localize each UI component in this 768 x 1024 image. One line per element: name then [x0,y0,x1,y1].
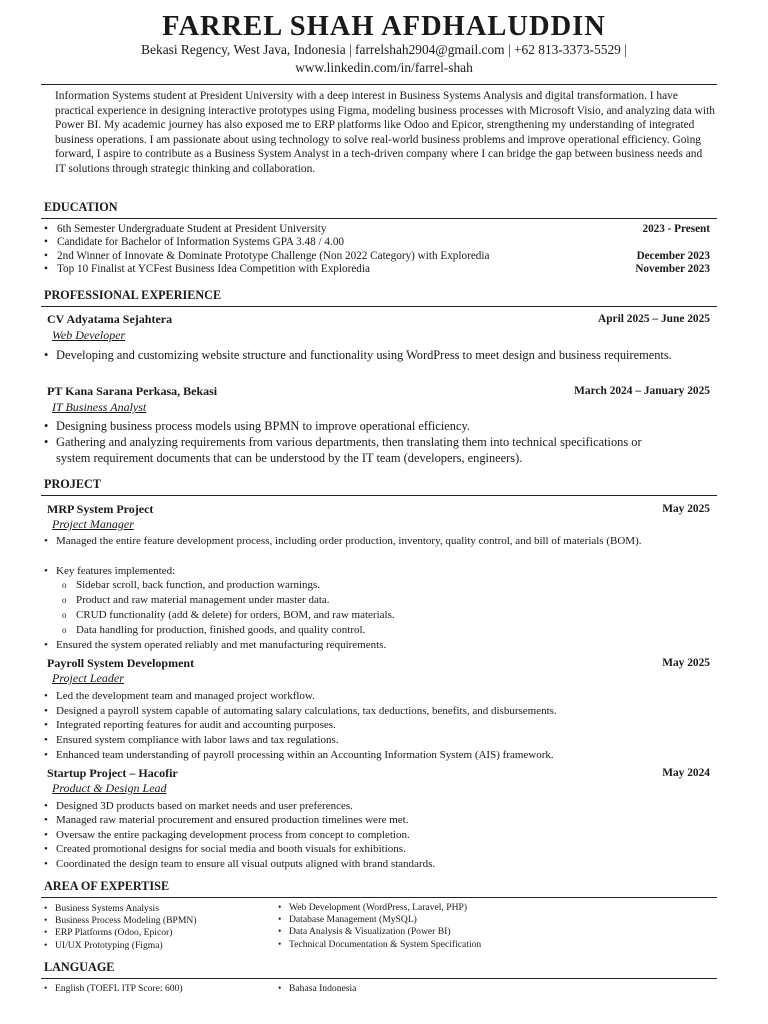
project-bullet [44,534,644,549]
language-divider [41,978,717,979]
language-column-left [44,983,183,995]
bullet: • [44,858,48,870]
education-date: December 2023 [636,250,710,262]
project-bullet-text: Ensured the system operated reliably and met manufacturing requirements. [56,639,387,651]
project-bullet-text: Designed a payroll system capable of automating salary calculations, tax deductions, benefits, and disbursements. [56,705,557,717]
bullet: • [44,705,48,717]
language-heading: LANGUAGE [44,960,115,974]
project-role: Project Leader [52,671,124,685]
job-bullet [44,434,674,466]
bullet: • [44,419,49,433]
header-divider [41,84,717,85]
project-heading: PROJECT [44,477,101,491]
bullet: • [44,829,48,841]
bullet: • [44,749,48,761]
project-role: Project Manager [52,517,134,531]
bullet: • [44,903,48,914]
project-sub-bullet [62,623,365,638]
expertise-item [278,939,481,951]
job-bullet-text: Gathering and analyzing requirements from various departments, then translating them into technical specifications or system requirement documents that can be understood by the IT team (developers, engineers). [56,435,642,466]
job-header [47,384,710,400]
project-bullet-text: Coordinated the design team to ensure all visual outputs aligned with brand standards. [56,858,436,870]
project-bullet [44,857,684,872]
language-item [44,983,183,995]
bullet: • [44,565,48,577]
expertise-item-text: Web Development (WordPress, Laravel, PHP) [289,902,468,913]
project-sub-bullet [62,608,395,623]
job-role: IT Business Analyst [52,400,147,414]
education-text: Top 10 Finalist at YCFest Business Idea Competition with Exploredia [57,263,370,275]
expertise-item-text: Data Analysis & Visualization (Power BI) [289,926,451,938]
project-bullet [44,689,684,704]
project-date: May 2024 [662,767,710,779]
project-header [47,656,710,672]
bullet: • [44,734,48,746]
sub-bullet: o [62,580,67,590]
sub-bullet: o [62,610,67,620]
project-bullet [44,564,684,579]
project-bullet-text: Managed the entire feature development process, including order production, inventory, quality control, and bill of materials (BOM). [56,535,642,547]
profile-summary: Information Systems student at President University with a deep interest in Business Systems Analysis and digital transformation. I have practical experience in designing interactive prototypes using Figma, modeling business processes with Microsoft Visio, and analyzing data with Power BI. My academic journey has also exposed me to ERP platforms like Odoo and Epicor, strengthening my understanding of integrated business operations. I am passionate about using technology to solve real-world business problems and improve operational efficiency. Going forward, I aspire to contribute as a Business System Analyst in a tech-driven company where I can bridge the gap between business needs and IT solutions through strategic thinking and collaboration. [55,90,715,175]
bullet: • [44,939,48,951]
expertise-item-text: Database Management (MySQL) [289,914,417,926]
expertise-column-right [278,902,481,951]
job-date: March 2024 – January 2025 [574,385,710,397]
candidate-name: FARREL SHAH AFDHALUDDIN [162,11,606,42]
project-sub-bullet-text: Sidebar scroll, back function, and production warnings. [76,579,321,591]
project-bullet-text: Managed raw material procurement and ensured production timelines were met. [56,814,409,826]
project-sub-bullet-text: Data handling for production, finished goods, and quality control. [76,624,366,636]
project-bullet-text: Led the development team and managed project workflow. [56,690,315,702]
expertise-item-text: Business Systems Analysis [55,903,159,914]
job-role: Web Developer [52,328,126,342]
project-bullet-text: Ensured system compliance with labor laws and tax regulations. [56,734,339,746]
bullet: • [44,915,48,927]
bullet: • [44,690,48,702]
language-item [278,983,356,995]
project-bullet [44,748,684,763]
bullet: • [44,236,48,248]
bullet: • [278,914,282,926]
bullet: • [278,926,282,938]
experience-divider [41,306,717,307]
project-bullet-text: Key features implemented: [56,565,176,577]
project-bullet [44,704,684,719]
education-date: November 2023 [635,263,710,275]
job-header [47,312,710,328]
job-company: CV Adyatama Sejahtera [47,312,173,326]
project-date: May 2025 [662,657,710,669]
project-sub-bullet [62,593,330,608]
bullet: • [44,435,49,449]
project-header [47,502,710,518]
expertise-item-text: Technical Documentation & System Specification [289,938,482,950]
project-bullet [44,828,684,843]
job-bullet [44,418,674,434]
language-item-text: Bahasa Indonesia [289,983,357,994]
education-item [44,263,710,277]
project-bullet-text: Enhanced team understanding of payroll processing within an Accounting Information System (AIS) framework. [56,749,554,761]
expertise-item-text: Business Process Modeling (BPMN) [55,915,197,927]
bullet: • [44,927,48,939]
expertise-column-left [44,903,197,952]
contact-info [60,41,708,77]
expertise-heading: AREA OF EXPERTISE [44,879,170,893]
project-name: Startup Project – Hacofir [47,766,178,780]
education-divider [41,218,717,219]
sub-bullet: o [62,595,67,605]
education-text: 6th Semester Undergraduate Student at President University [57,223,327,235]
bullet: • [44,223,48,235]
education-heading: EDUCATION [44,200,118,214]
project-bullet [44,799,684,814]
expertise-item-text: ERP Platforms (Odoo, Epicor) [55,927,173,939]
expertise-item-text: UI/UX Prototyping (Figma) [55,939,163,951]
expertise-divider [41,897,717,898]
project-bullet-text: Integrated reporting features for audit and accounting purposes. [56,719,336,731]
bullet: • [278,902,282,913]
project-date: May 2025 [662,503,710,515]
bullet: • [44,814,48,826]
contact-line: Bekasi Regency, West Java, Indonesia | farrelshah2904@gmail.com | +62 813-3373-5529 | [141,42,627,57]
bullet: • [44,843,48,855]
education-item [44,250,710,264]
project-name: Payroll System Development [47,656,195,670]
language-column-right [278,983,356,995]
linkedin-link[interactable]: www.linkedin.com/in/farrel-shah [295,60,473,75]
project-bullet-text: Created promotional designs for social media and booth visuals for exhibitions. [56,843,406,855]
bullet: • [44,983,48,994]
bullet: • [278,938,282,950]
education-text: 2nd Winner of Innovate & Dominate Prototype Challenge (Non 2022 Category) with Exploredia [57,250,490,262]
project-bullet [44,638,684,653]
project-divider [41,495,717,496]
education-item [44,223,710,237]
project-sub-bullet-text: Product and raw material management under master data. [76,594,330,606]
project-bullet [44,718,684,733]
bullet: • [44,250,48,262]
bullet: • [44,719,48,731]
education-text: Candidate for Bachelor of Information Systems GPA 3.48 / 4.00 [57,236,345,248]
project-bullet [44,813,684,828]
project-name: MRP System Project [47,502,154,516]
project-bullet-text: Designed 3D products based on market needs and user preferences. [56,800,353,812]
expertise-item [278,902,481,914]
bullet: • [44,800,48,812]
language-item-text: English (TOEFL ITP Score: 600) [55,983,183,994]
job-company: PT Kana Sarana Perkasa, Bekasi [47,384,218,398]
expertise-item [44,903,197,915]
project-sub-bullet [62,578,320,593]
bullet: • [44,263,48,275]
sub-bullet: o [62,625,67,635]
project-bullet [44,842,684,857]
project-header [47,766,710,782]
bullet: • [44,348,49,362]
bullet: • [278,983,282,994]
expertise-item [44,927,197,939]
job-bullet [44,347,674,363]
job-date: April 2025 – June 2025 [597,313,710,325]
project-sub-bullet-text: CRUD functionality (add & delete) for orders, BOM, and raw materials. [76,609,395,621]
project-bullet [44,733,684,748]
education-item [44,236,710,250]
bullet: • [44,639,48,651]
project-bullet-text: Oversaw the entire packaging development process from concept to completion. [56,829,410,841]
job-bullet-text: Developing and customizing website structure and functionality using WordPress to meet design and business requirements. [56,348,672,362]
project-role: Product & Design Lead [52,781,167,795]
expertise-item [44,915,197,927]
education-date: 2023 - Present [642,223,710,235]
job-bullet-text: Designing business process models using BPMN to improve operational efficiency. [56,419,470,433]
experience-heading: PROFESSIONAL EXPERIENCE [44,288,222,302]
expertise-item [278,926,481,938]
bullet: • [44,535,48,547]
expertise-item [44,940,197,952]
expertise-item [278,914,481,926]
